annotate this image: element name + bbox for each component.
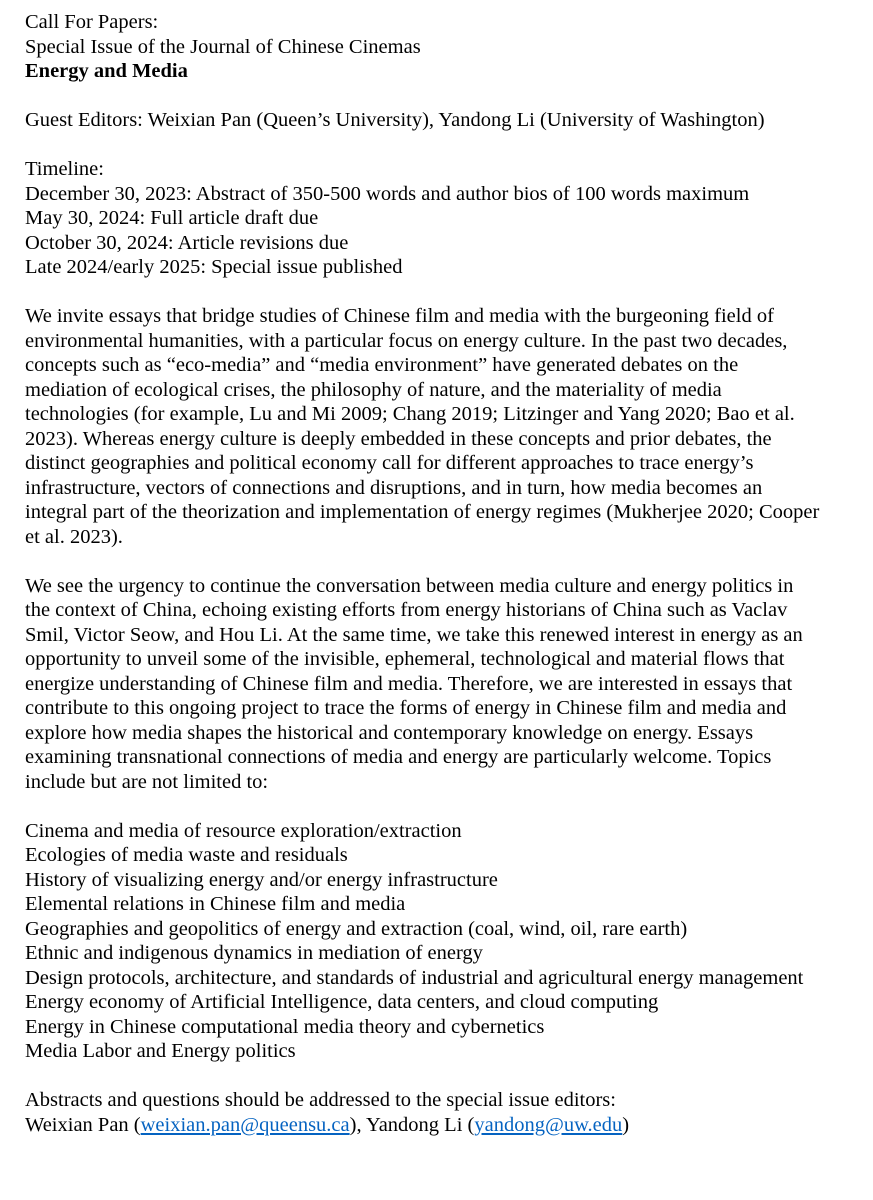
paragraph-line: environmental humanities, with a particular focus on energy culture. In the past two decades, [25,329,788,352]
paragraph-line: infrastructure, vectors of connections and disruptions, and in turn, how media becomes an [25,476,763,499]
editor2-email-link[interactable]: yandong@uw.edu [474,1113,623,1136]
topic-item: Elemental relations in Chinese film and media [25,893,406,915]
topic-item: Energy economy of Artificial Intelligence, data centers, and cloud computing [25,991,659,1013]
paragraph-intro [25,304,863,549]
paragraph-line: 2023). Whereas energy culture is deeply embedded in these concepts and prior debates, the [25,427,772,450]
editor1-email-link[interactable]: weixian.pan@queensu.ca [140,1113,350,1136]
topic-item: Design protocols, architecture, and standards of industrial and agricultural energy management [25,966,804,989]
paragraph-line: opportunity to unveil some of the invisible, ephemeral, technological and material flows that [25,648,785,670]
paragraph-line: contribute to this ongoing project to trace the forms of energy in Chinese film and media and [25,697,787,719]
paragraph-line: include but are not limited to: [25,770,269,793]
paragraph-line: Smil, Victor Seow, and Hou Li. At the same time, we take this renewed interest in energy as an [25,623,803,646]
contact-intro: Abstracts and questions should be addressed to the special issue editors: [25,1089,616,1111]
spacer [25,84,865,109]
spacer [25,549,865,574]
spacer [25,280,865,305]
spacer [25,133,865,158]
timeline-item: Late 2024/early 2025: Special issue published [25,256,403,278]
spacer [25,1064,865,1089]
paragraph-line: the context of China, echoing existing efforts from energy historians of China such as Vaclav [25,599,788,621]
topic-item: Energy in Chinese computational media theory and cybernetics [25,1015,545,1038]
paragraph-line: We invite essays that bridge studies of Chinese film and media with the burgeoning field of [25,305,774,327]
cfp-label: Call For Papers: [25,11,159,33]
paragraph-line: concepts such as “eco-media” and “media environment” have generated debates on the [25,354,739,376]
topics-list [25,819,865,1064]
journal-line: Special Issue of the Journal of Chinese Cinemas [25,35,421,58]
editor2-name: ), Yandong Li ( [349,1113,475,1136]
topic-item: Cinema and media of resource exploration/extraction [25,819,462,842]
issue-title: Energy and Media [25,60,188,82]
timeline-item: December 30, 2023: Abstract of 350-500 words and author bios of 100 words maximum [25,182,750,205]
paragraph-line: integral part of the theorization and implementation of energy regimes (Mukherjee 2020; Cooper [25,501,820,523]
paragraph-line: et al. 2023). [25,525,123,548]
topic-item: Media Labor and Energy politics [25,1040,296,1062]
paragraph-line: energize understanding of Chinese film and media. Therefore, we are interested in essays that [25,672,793,695]
document-page [25,10,865,1137]
guest-editors: Guest Editors: Weixian Pan (Queen’s University), Yandong Li (University of Washington) [25,109,765,131]
timeline-item: October 30, 2024: Article revisions due [25,231,349,254]
spacer [25,794,865,819]
paragraph-line: We see the urgency to continue the conversation between media culture and energy politics in [25,574,794,597]
contact-line [25,1113,865,1138]
paragraph-line: mediation of ecological crises, the philosophy of nature, and the materiality of media [25,378,722,401]
paragraph-line: examining transnational connections of media and energy are particularly welcome. Topics [25,746,772,768]
paragraph-line: distinct geographies and political economy call for different approaches to trace energy’s [25,452,754,474]
contact-close: ) [622,1113,630,1136]
paragraph-line: technologies (for example, Lu and Mi 2009; Chang 2019; Litzinger and Yang 2020; Bao et al. [25,403,795,425]
topic-item: Ecologies of media waste and residuals [25,844,348,866]
paragraph-line: explore how media shapes the historical and contemporary knowledge on energy. Essays [25,721,754,744]
topic-item: History of visualizing energy and/or energy infrastructure [25,868,498,891]
topic-item: Geographies and geopolitics of energy and extraction (coal, wind, oil, rare earth) [25,917,688,940]
topic-item: Ethnic and indigenous dynamics in mediation of energy [25,942,483,964]
paragraph-urgency [25,574,863,795]
timeline-item: May 30, 2024: Full article draft due [25,207,319,229]
timeline-heading: Timeline: [25,158,104,180]
editor1-name: Weixian Pan ( [25,1113,141,1136]
